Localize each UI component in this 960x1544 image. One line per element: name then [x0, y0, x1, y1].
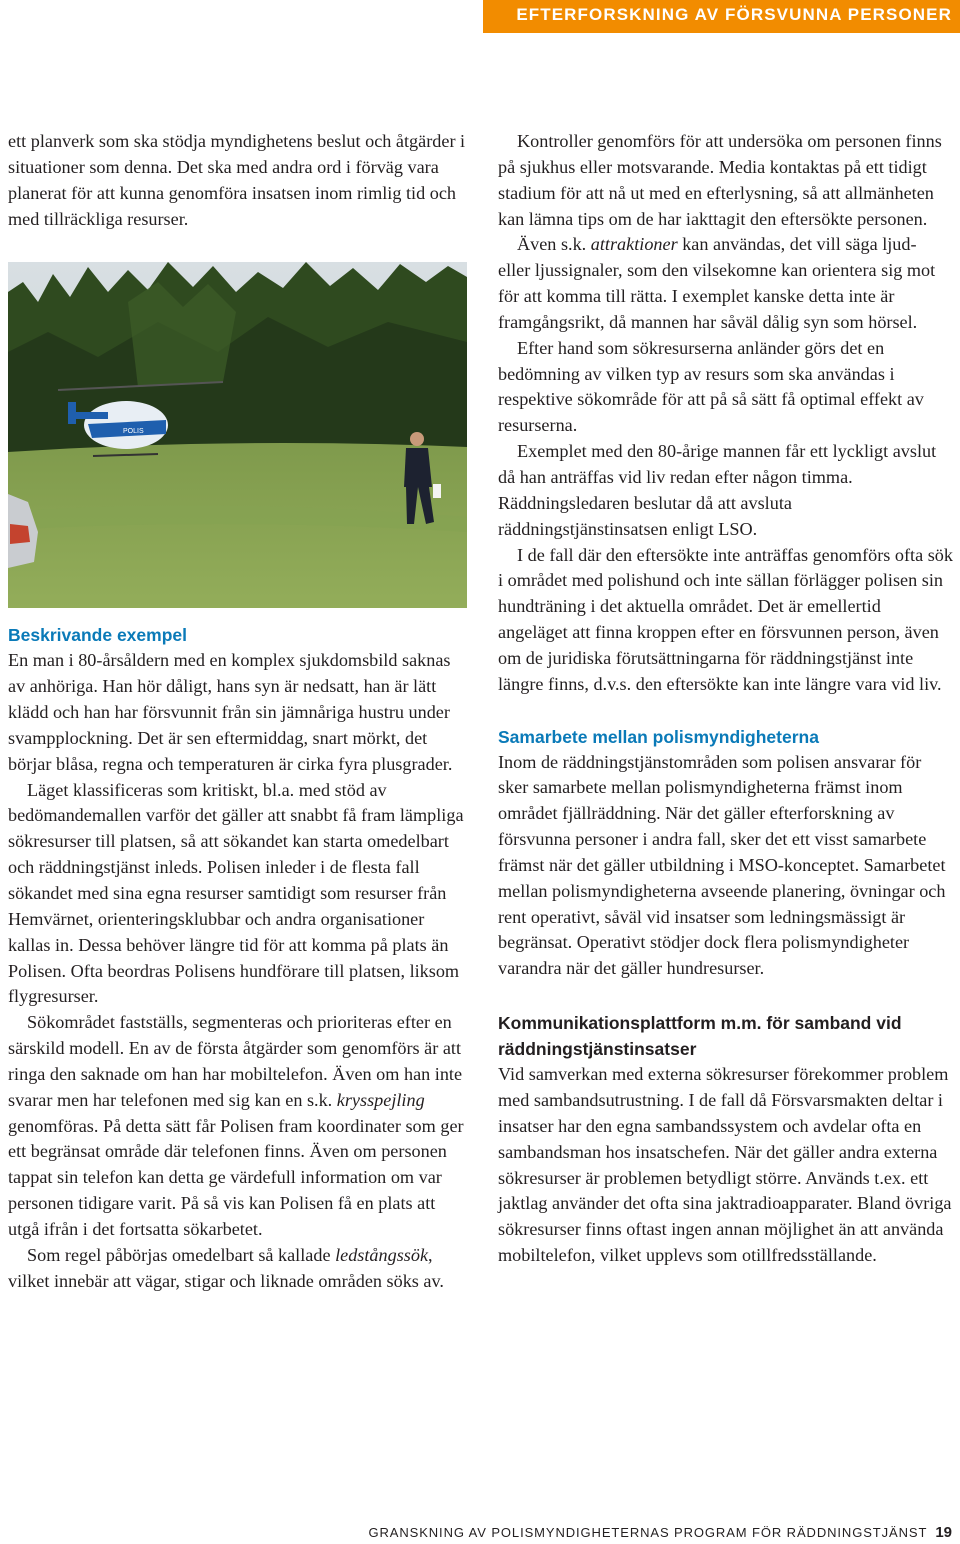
- right-paragraph-4: Exemplet med den 80-årige mannen får ett lyckligt avslut då han anträffas vid liv redan efter någon timma. Räddningsledaren beslutar då att avsluta räddningstjänstinsatsen enligt LSO.: [498, 441, 937, 539]
- p4-text-italic: ledstångssök: [335, 1244, 429, 1265]
- right-column: [498, 129, 953, 1269]
- rp2-text-c: kan användas, det vill säga ljud- eller ljussignaler, som den vilsekomne kan orientera sig mot för att komma till rätta. I exemplet kanske detta inte är framgångsrikt, då mannen har såväl dålig syn som hörsel.: [498, 234, 936, 332]
- p3-text-c: genomföras. På detta sätt får Polisen fram koordinater som ger ett begränsat område där telefonen finns. Även om personen tappat sin telefon kan detta ge värdefull information om var personen tidigare varit. På så vis kan Polisen få en plats att utgå ifrån i det fortsatta sökarbetet.: [8, 1115, 464, 1239]
- p3-text-a: Sökområdet fastställs, segmenteras och prioriteras efter en särskild modell. En av de första åtgärder som genomförs är att ringa den saknade om han har mobiltelefon. Även om han inte svarar men har telefonen med sig kan en s.k.: [8, 1012, 463, 1110]
- rp2-text-a: Även s.k.: [517, 234, 591, 255]
- right-paragraph-3: Efter hand som sökresurserna anländer görs det en bedömning av vilken typ av resurs som ska användas i respektive sökområde för att på så sätt få optimal effekt av resurserna.: [498, 337, 924, 436]
- page-footer: [368, 1524, 952, 1541]
- right-paragraph-1: Kontroller genomförs för att undersöka om personen finns på sjukhus eller motsvarande. Media kontaktas på ett tidigt stadium för att nå ut med en efterlysning, så att allmänheten kan lämna tips om de har iakttagit den eftersökte personen.: [498, 131, 942, 229]
- p4-text-c: , vilket innebär att vägar, stigar och liknade områden söks av.: [8, 1244, 444, 1291]
- footer-text: GRANSKNING AV POLISMYNDIGHETERNAS PROGRAM FÖR RÄDDNINGSTJÄNST: [368, 1525, 928, 1540]
- example-paragraph-3: [8, 1010, 471, 1243]
- caption-heading: Beskrivande exempel: [8, 625, 187, 646]
- example-paragraph-4: [8, 1243, 471, 1295]
- section-heading-samarbete: Samarbete mellan polismyndigheterna: [498, 726, 819, 747]
- photo-helicopter-fin: [68, 402, 76, 424]
- photo-car-light: [10, 524, 30, 544]
- photo-helicopter-label: POLIS: [123, 428, 144, 436]
- left-column: [8, 129, 471, 1294]
- example-paragraph-1: En man i 80-årsåldern med en komplex sjukdomsbild saknas av anhöriga. Han hör dåligt, hans syn är nedsatt, han är lätt klädd och han har försvunnit från sin jämnåriga hustru under svampplockning. Det är sen eftermiddag, snart mörkt, det börjar blåsa, regna och temperaturen är cirka fyra plusgrader.: [8, 650, 453, 774]
- section-heading-kommunikation: Kommunikationsplattform m.m. för samband vid räddningstjänstinsatser: [498, 1013, 902, 1060]
- helicopter-field-photo: [8, 262, 467, 608]
- photo-person-paper: [433, 484, 441, 498]
- right-paragraph-6: Inom de räddningstjänstområden som polisen ansvarar för sker samarbete mellan polismyndigheterna främst inom området fjällräddning. När det gäller efterforskning av försvunna personer i andra fall, sker det ett visst samarbete främst när det gäller utbildning i MSO-konceptet. Samarbetet mellan polismyndigheterna avseende planering, övningar och rent operativt, såväl vid insatser som ledningsmässigt är begränsat. Operativt stödjer dock flera polismyndigheter varandra när det gäller hundresurser.: [498, 751, 946, 979]
- running-header-title: EFTERFORSKNING AV FÖRSVUNNA PERSONER: [516, 5, 952, 24]
- rp2-text-italic: attraktioner: [590, 234, 678, 255]
- right-paragraph-2: [498, 232, 953, 335]
- p4-text-a: Som regel påbörjas omedelbart så kallade: [27, 1244, 336, 1265]
- photo-person-body: [404, 448, 432, 487]
- photo-person-head: [410, 432, 424, 446]
- intro-paragraph: ett planverk som ska stödja myndighetens beslut och åtgärder i situationer som denna. Det ska med andra ord i förväg vara planerat för att kunna genomföra insatsen inom rimlig tid och med tillräckliga resurser.: [8, 131, 466, 229]
- header-bar: [483, 0, 960, 33]
- p3-text-italic: krysspejling: [336, 1089, 425, 1110]
- right-paragraph-5: I de fall där den eftersökte inte anträffas genomförs ofta sök i området med polishund och inte sällan förlägger polisen sin hundträning i det aktuella området. Det är emellertid angeläget att finna kroppen efter en försvunnen person, även om de juridiska förutsättningarna för räddningstjänst inte längre finns, d.v.s. den eftersökte kan inte längre vara vid liv.: [498, 544, 953, 694]
- example-paragraph-2: Läget klassificeras som kritiskt, bl.a. med stöd av bedömandemallen varför det gäller att snabbt få fram lämpliga sökresurser till platsen, så att sökandet kan starta omedelbart och räddningstjänst inleds. Polisen inleder i de flesta fall sökandet med sina egna resurser samtidigt som resurser från Hemvärnet, orienteringsklubbar och andra organisationer kallas in. Dessa behöver längre tid för att komma på plats än Polisen. Ofta beordras Polisens hundförare till platsen, liksom flygresurser.: [8, 779, 464, 1007]
- right-paragraph-7: Vid samverkan med externa sökresurser förekommer problem med sambandsutrustning. I de fall då Försvarsmakten deltar i insatser har den egna sambandssystem och avdelar ofta en sambandsman hos insatschefen. När det gäller andra externa sökresurser är problemen betydligt större. Används t.ex. ett jaktlag använder det ofta sina jaktradioapparater. Bland övriga sökresurser finns oftast ingen annan möjlighet än att använda mobiltelefon, vilket upplevs som otillfredsställande.: [498, 1064, 952, 1266]
- page-number: 19: [935, 1524, 952, 1541]
